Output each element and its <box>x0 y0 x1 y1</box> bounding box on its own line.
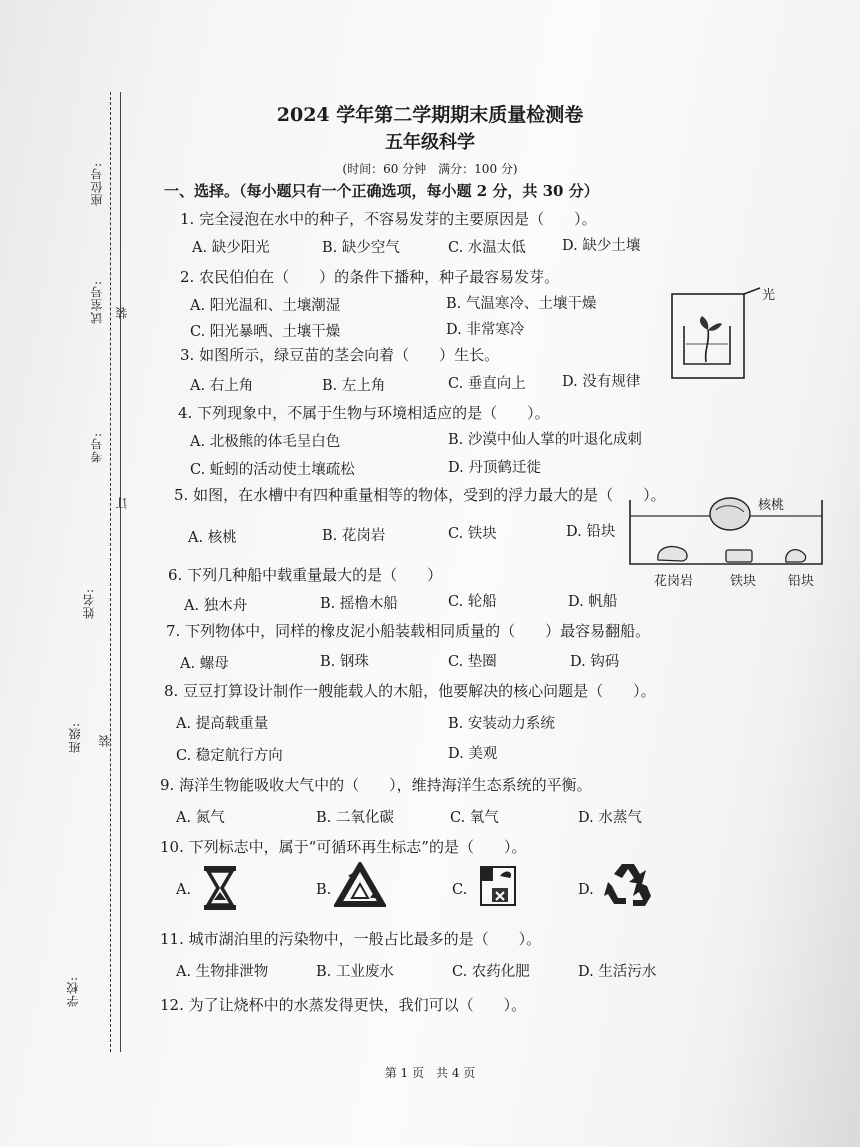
question-stem: 5. 如图，在水槽中有四种重量相等的物体，受到的浮力最大的是（ ）。 <box>174 486 666 504</box>
option-a: A. 缺少阳光 <box>192 240 270 256</box>
hourglass-icon <box>200 864 240 912</box>
binding-mark-2: 订 <box>115 496 129 509</box>
binding-mark-1: 装 <box>115 306 129 319</box>
exam-info: (时间：60 分钟 满分：100 分) <box>342 162 518 176</box>
option-a: A. 核桃 <box>188 530 237 546</box>
option-a: A. 独木舟 <box>184 598 248 614</box>
iron-label: 铁块 <box>730 574 757 589</box>
school-label: 学校: <box>66 976 80 1008</box>
question-stem: 8. 豆豆打算设计制作一艘能载人的木船，他要解决的核心问题是（ ）。 <box>164 682 656 700</box>
option-c: C. 蚯蚓的活动使土壤疏松 <box>190 462 355 478</box>
class-label: 班级: <box>68 722 82 754</box>
option-d: D. 美观 <box>448 746 498 762</box>
option-b: B. 气温寒冷、土壤干燥 <box>446 296 597 312</box>
box-sign-icon <box>478 864 518 908</box>
option-c: C. <box>452 882 468 898</box>
option-a: A. <box>176 882 192 898</box>
option-d: D. <box>578 882 594 898</box>
question-stem: 3. 如图所示，绿豆苗的茎会向着（ ）生长。 <box>180 346 500 364</box>
option-a: A. 氮气 <box>176 810 225 826</box>
question-stem: 1. 完全浸泡在水中的种子，不容易发芽的主要原因是（ ）。 <box>180 210 597 228</box>
option-a: A. 生物排泄物 <box>176 964 269 980</box>
option-c: C. 水温太低 <box>448 240 526 256</box>
option-d: D. 非常寒冷 <box>446 322 525 338</box>
option-c: C. 轮船 <box>448 594 497 610</box>
section-heading: 一、选择。（每小题只有一个正确选项，每小题 2 分，共 30 分） <box>164 182 599 200</box>
option-b: B. 缺少空气 <box>322 240 400 256</box>
option-d: D. 没有规律 <box>562 374 641 390</box>
walnut-label: 核桃 <box>758 498 785 513</box>
option-b: B. 工业废水 <box>316 964 394 980</box>
binding-dashed-line <box>110 92 111 1052</box>
question-stem: 10. 下列标志中，属于“可循环再生标志”的是（ ）。 <box>160 838 527 856</box>
question-stem: 12. 为了让烧杯中的水蒸发得更快，我们可以（ ）。 <box>160 996 527 1014</box>
option-b: B. 左上角 <box>322 378 386 394</box>
page-footer: 第 1 页 共 4 页 <box>384 1066 476 1080</box>
option-d: D. 丹顶鹤迁徙 <box>448 460 541 476</box>
exam-subtitle: 五年级科学 <box>385 132 475 153</box>
granite-label: 花岗岩 <box>654 574 694 589</box>
binding-mark-3: 装 <box>98 734 112 747</box>
option-b: B. 安装动力系统 <box>448 716 555 732</box>
option-c: C. 垫圈 <box>448 654 497 670</box>
question-stem: 4. 下列现象中，不属于生物与环境相适应的是（ ）。 <box>178 404 550 422</box>
option-c: C. 垂直向上 <box>448 376 526 392</box>
option-c: C. 农药化肥 <box>452 964 530 980</box>
light-label: 光 <box>762 288 776 303</box>
question-stem: 2. 农民伯伯在（ ）的条件下播种，种子最容易发芽。 <box>180 268 560 286</box>
triangle-arrows-icon <box>334 862 386 910</box>
exam-title: 2024 学年第二学期期末质量检测卷 <box>276 104 584 126</box>
option-d: D. 生活污水 <box>578 964 657 980</box>
option-b: B. 沙漠中仙人掌的叶退化成刺 <box>448 432 642 448</box>
option-b: B. 花岗岩 <box>322 528 386 544</box>
option-a: A. 提高载重量 <box>176 716 269 732</box>
exam-number-label: 考号: <box>90 432 104 464</box>
option-c: C. 稳定航行方向 <box>176 748 283 764</box>
option-d: D. 帆船 <box>568 594 618 610</box>
option-b: B. 二氧化碳 <box>316 810 394 826</box>
option-a: A. 阳光温和、土壤潮湿 <box>190 298 341 314</box>
water-tank-figure <box>622 490 832 572</box>
option-a: A. 螺母 <box>180 656 229 672</box>
lead-label: 铅块 <box>788 574 815 589</box>
option-c: C. 铁块 <box>448 526 497 542</box>
option-d: D. 缺少土壤 <box>562 238 641 254</box>
name-label: 姓名: <box>82 588 96 620</box>
seat-number-label: 座位号: <box>90 162 104 207</box>
option-b: B. <box>316 882 332 898</box>
option-d: D. 水蒸气 <box>578 810 642 826</box>
binding-line <box>120 92 121 1052</box>
option-b: B. 钢珠 <box>320 654 369 670</box>
option-a: A. 右上角 <box>190 378 254 394</box>
question-stem: 9. 海洋生物能吸收大气中的（ ），维持海洋生态系统的平衡。 <box>160 776 592 794</box>
option-b: B. 摇橹木船 <box>320 596 398 612</box>
option-d: D. 钩码 <box>570 654 620 670</box>
room-number-label: 试室号: <box>90 280 104 325</box>
recycle-icon <box>602 860 654 910</box>
question-stem: 7. 下列物体中，同样的橡皮泥小船装载相同质量的（ ）最容易翻船。 <box>166 622 651 640</box>
option-d: D. 铅块 <box>566 524 616 540</box>
option-c: C. 氧气 <box>450 810 499 826</box>
option-c: C. 阳光暴晒、土壤干燥 <box>190 324 341 340</box>
option-a: A. 北极熊的体毛呈白色 <box>190 434 341 450</box>
question-stem: 11. 城市湖泊里的污染物中，一般占比最多的是（ ）。 <box>160 930 542 948</box>
question-stem: 6. 下列几种船中载重量最大的是（ ） <box>168 566 443 584</box>
